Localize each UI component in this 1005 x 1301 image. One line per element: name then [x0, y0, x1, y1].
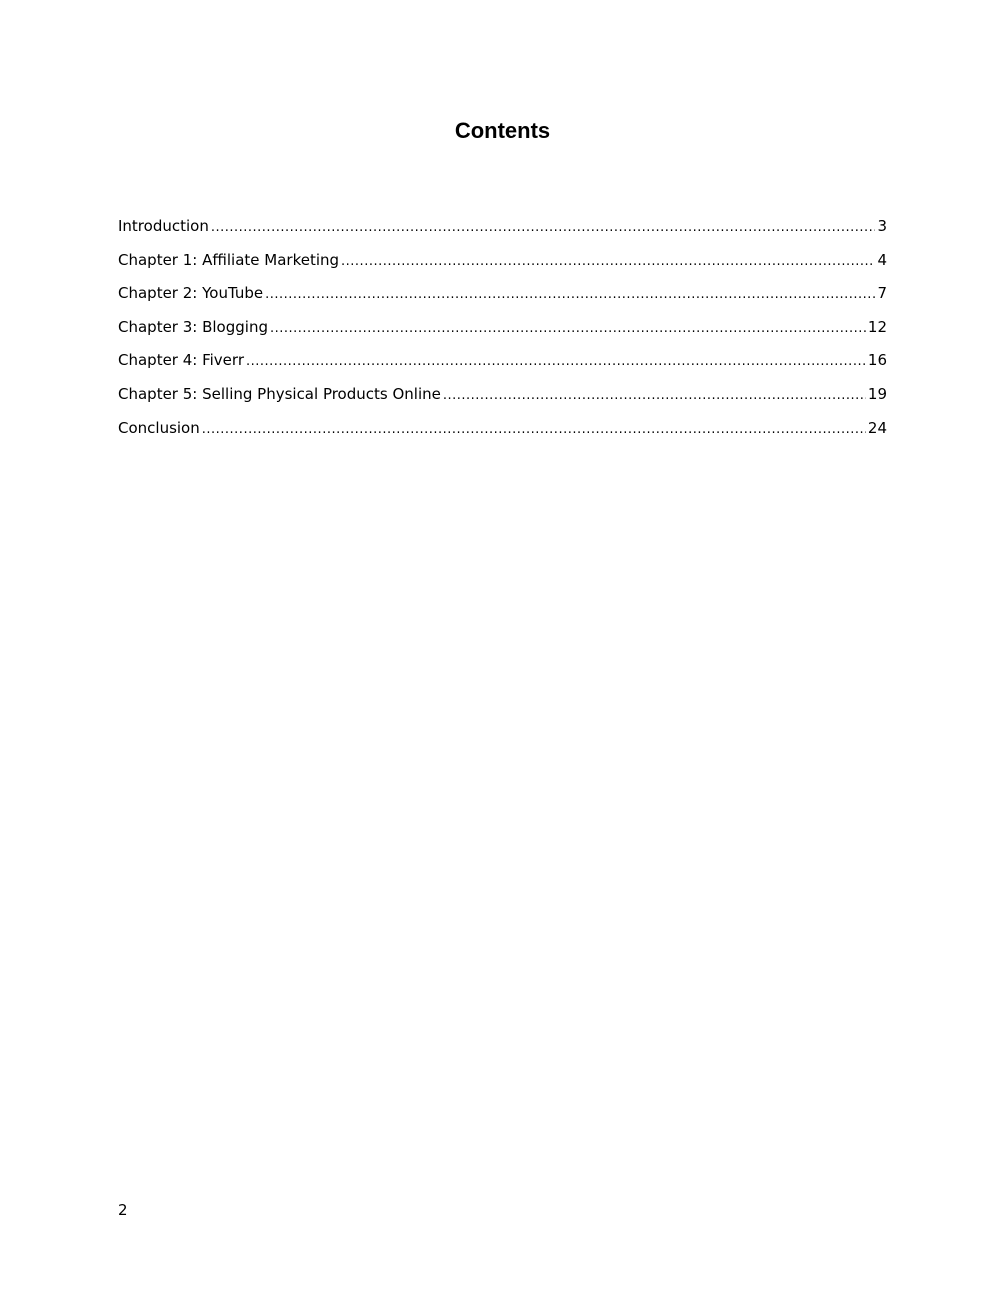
toc-entry-chapter-5[interactable] [118, 382, 887, 416]
toc-dot-leader [202, 418, 866, 442]
toc-entry-page: 24 [867, 418, 887, 437]
toc-entry-label: Chapter 2: YouTube [118, 284, 264, 303]
toc-entry-page: 3 [877, 217, 887, 235]
toc-dot-leader [211, 216, 876, 240]
toc-entry-label: Chapter 4: Fiverr [118, 351, 244, 370]
page-number: 2 [118, 1201, 128, 1219]
toc-dot-leader [246, 350, 866, 374]
toc-entry-label: Introduction [118, 217, 209, 235]
toc-entry-page: 19 [867, 384, 887, 403]
toc-dot-leader [341, 250, 875, 274]
toc-entry-introduction[interactable] [118, 214, 887, 248]
toc-entry-chapter-4[interactable] [118, 348, 887, 382]
page-title: Contents [454, 118, 551, 143]
toc-entry-conclusion[interactable] [118, 416, 887, 450]
toc-dot-leader [270, 317, 866, 341]
toc-entry-chapter-2[interactable] [118, 281, 887, 315]
toc-entry-chapter-1[interactable] [118, 248, 887, 282]
toc-entry-page: 7 [877, 284, 887, 303]
toc-entry-page: 12 [867, 317, 887, 336]
table-of-contents [118, 214, 887, 449]
toc-dot-leader [265, 283, 875, 307]
toc-entry-label: Conclusion [118, 418, 200, 437]
toc-entry-page: 4 [877, 250, 887, 269]
toc-entry-label: Chapter 1: Affiliate Marketing [118, 250, 340, 269]
toc-entry-chapter-3[interactable] [118, 315, 887, 349]
toc-dot-leader [443, 384, 866, 408]
toc-entry-label: Chapter 5: Selling Physical Products Online [118, 384, 441, 403]
toc-entry-label: Chapter 3: Blogging [118, 317, 268, 336]
toc-entry-page: 16 [867, 351, 887, 370]
